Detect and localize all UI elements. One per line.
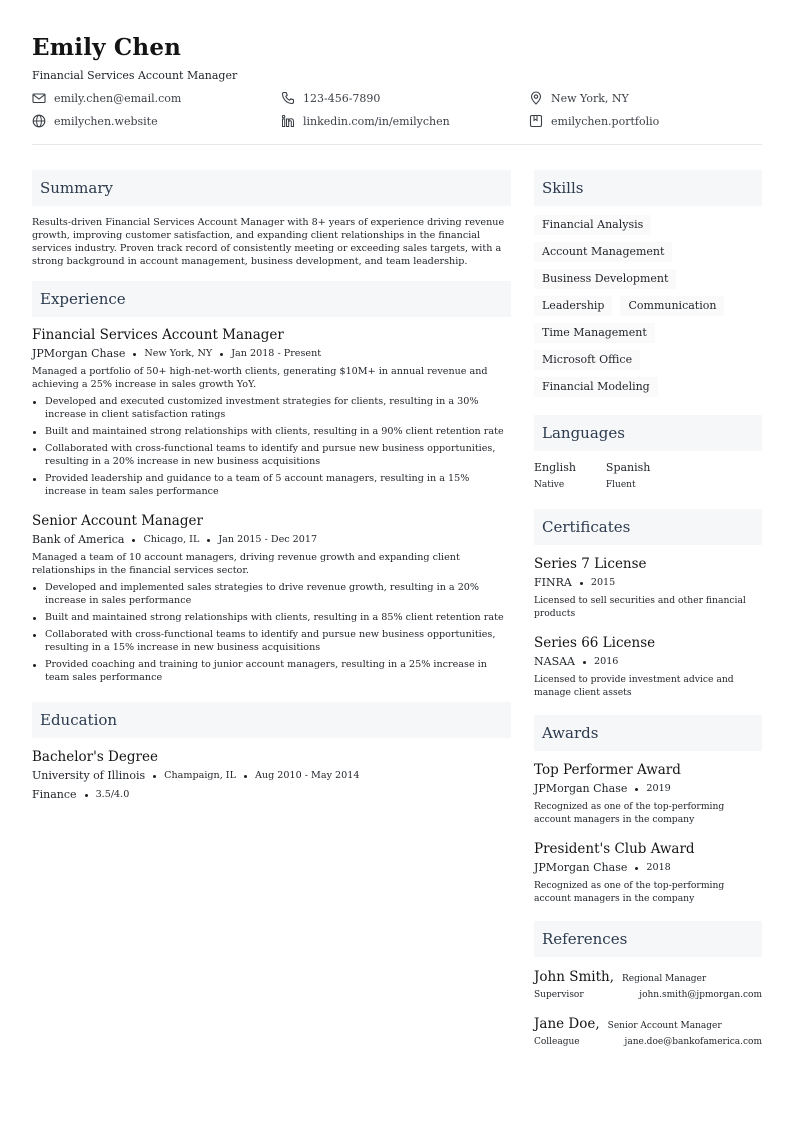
certificate-item [534,555,762,620]
award-description: Recognized as one of the top-performing account managers in the company [534,801,725,825]
skill-tag: Account Management [534,242,672,262]
job-location: Chicago, IL [143,534,200,545]
skill-tag: Financial Modeling [534,377,658,397]
references-heading: References [534,921,762,957]
certificate-issuer: NASAA [534,655,575,668]
skill-tag: Financial Analysis [534,215,651,235]
language-name: Spanish [605,461,651,474]
certificate-title: Series 7 License [534,556,647,572]
reference-details [534,1037,762,1047]
contact-email[interactable] [32,90,181,106]
reference-name: Jane Doe, [534,1016,600,1032]
header-divider [32,144,762,145]
summary-text: Results-driven Financial Services Account Manager with 8+ years of experience driving revenue growth, improving customer satisfaction, and expanding client relationships in the financial services industry. Proven track record of consistently meeting or exceeding sales targets, with a strong background in account management, business development, and team leadership. [32,217,505,267]
separator-dot [153,775,156,778]
languages-list [534,461,762,491]
contact-portfolio[interactable] [529,113,659,129]
job-bullets [32,581,511,684]
awards-heading: Awards [534,715,762,751]
job-bullet: Provided coaching and training to junior account managers, resulting in a 25% increase in team sales performance [32,658,511,684]
field-of-study: Finance [32,788,77,801]
certificate-year: 2016 [594,656,619,667]
certificates-heading: Certificates [534,509,762,545]
job-entry [32,512,511,684]
language-name: English [534,461,576,474]
award-title: President's Club Award [534,841,695,857]
portfolio-icon [529,114,543,128]
separator-dot [85,794,88,797]
skill-tag: Time Management [534,323,655,343]
certificate-item [534,634,762,699]
award-description: Recognized as one of the top-performing account managers in the company [534,880,725,904]
award-title: Top Performer Award [534,762,681,778]
reference-title: Senior Account Manager [607,1021,722,1031]
reference-item [534,969,762,1000]
certificate-issuer: FINRA [534,576,572,589]
main-column [32,170,511,802]
job-meta [32,533,511,547]
job-bullet: Collaborated with cross-functional teams to identify and pursue new business opportunities, resulting in a 15% increase in new business acquisitions [32,628,511,654]
contact-linkedin-text: linkedin.com/in/emilychen [303,114,450,128]
languages-heading: Languages [534,415,762,451]
job-description: Managed a portfolio of 50+ high-net-worth clients, generating $10M+ in annual revenue and achieving a 25% increase in sales growth YoY. [32,366,488,390]
job-bullets [32,395,511,498]
education-heading: Education [32,702,511,738]
contact-phone-text: 123-456-7890 [303,91,381,105]
reference-relation: Supervisor [534,990,584,1000]
summary-heading: Summary [32,170,511,206]
job-bullet: Developed and executed customized investment strategies for clients, resulting in a 30% increase in client satisfaction ratings [32,395,511,421]
candidate-role: Financial Services Account Manager [32,69,238,82]
job-meta [32,347,511,361]
job-bullet: Collaborated with cross-functional teams to identify and pursue new business opportunities, resulting in a 20% increase in new business acquisitions [32,442,511,468]
reference-relation: Colleague [534,1037,580,1047]
school-location: Champaign, IL [164,770,236,781]
separator-dot [132,539,135,542]
location-pin-icon [529,91,543,105]
reference-email[interactable]: jane.doe@bankofamerica.com [624,1037,762,1047]
skill-tag: Communication [620,296,724,316]
award-item [534,840,762,905]
separator-dot [580,582,583,585]
linkedin-icon [281,114,295,128]
award-year: 2019 [646,783,671,794]
skill-tag: Microsoft Office [534,350,640,370]
award-item [534,761,762,826]
skills-list [534,215,762,404]
gpa: 3.5/4.0 [95,789,130,800]
education-field-meta [32,788,511,802]
job-bullet: Developed and implemented sales strategies to drive revenue growth, resulting in a 20% increase in sales performance [32,581,511,607]
resume-page [32,32,762,1047]
contact-linkedin[interactable] [281,113,450,129]
degree-title: Bachelor's Degree [32,749,158,765]
job-dates: Jan 2015 - Dec 2017 [218,534,318,545]
separator-dot [583,661,586,664]
certificate-meta [534,576,762,590]
award-meta [534,861,762,875]
certificate-meta [534,655,762,669]
contact-location-text: New York, NY [551,91,629,105]
job-description: Managed a team of 10 account managers, driving revenue growth and expanding client relationships in the financial services sector. [32,552,460,576]
certificate-title: Series 66 License [534,635,656,651]
language-level: Fluent [605,480,636,490]
certificate-description: Licensed to sell securities and other financial products [534,595,746,619]
separator-dot [244,775,247,778]
candidate-name: Emily Chen [32,34,182,61]
reference-item [534,1016,762,1047]
award-issuer: JPMorgan Chase [534,861,628,874]
reference-header [534,969,762,985]
experience-heading: Experience [32,281,511,317]
reference-title: Regional Manager [622,974,707,984]
job-entry [32,326,511,498]
separator-dot [133,353,136,356]
job-company: Bank of America [32,533,125,546]
reference-details [534,990,762,1000]
separator-dot [635,788,638,791]
job-location: New York, NY [144,348,213,359]
separator-dot [207,539,210,542]
language-level: Native [534,480,565,490]
job-title: Senior Account Manager [32,513,203,529]
separator-dot [220,353,223,356]
side-column [534,170,762,1047]
language-item [606,461,650,491]
reference-header [534,1016,762,1032]
job-bullet: Built and maintained strong relationships with clients, resulting in a 85% client retention rate [32,611,511,624]
job-title: Financial Services Account Manager [32,327,284,343]
education-dates: Aug 2010 - May 2014 [254,770,360,781]
reference-email[interactable]: john.smith@jpmorgan.com [639,990,762,1000]
contact-website[interactable] [32,113,158,129]
job-bullet: Built and maintained strong relationships with clients, resulting in a 90% client retention rate [32,425,511,438]
education-meta [32,769,511,783]
award-issuer: JPMorgan Chase [534,782,628,795]
job-company: JPMorgan Chase [32,347,126,360]
separator-dot [635,867,638,870]
contact-website-text: emilychen.website [54,114,158,128]
job-bullet: Provided leadership and guidance to a team of 5 account managers, resulting in a 15% increase in team sales performance [32,472,511,498]
contact-portfolio-text: emilychen.portfolio [551,114,660,128]
globe-icon [32,114,46,128]
school-name: University of Illinois [32,769,146,782]
contact-phone[interactable] [281,90,380,106]
reference-name: John Smith, [534,969,614,985]
skill-tag: Leadership [534,296,612,316]
mail-icon [32,91,46,105]
certificate-year: 2015 [590,577,616,588]
contact-email-text: emily.chen@email.com [54,91,182,105]
language-item [534,461,576,491]
award-year: 2018 [646,862,671,873]
job-dates: Jan 2018 - Present [231,348,322,359]
certificate-description: Licensed to provide investment advice and manage client assets [534,674,734,698]
skill-tag: Business Development [534,269,676,289]
skills-heading: Skills [534,170,762,206]
phone-icon [281,91,295,105]
contact-location [529,90,629,106]
award-meta [534,782,762,796]
